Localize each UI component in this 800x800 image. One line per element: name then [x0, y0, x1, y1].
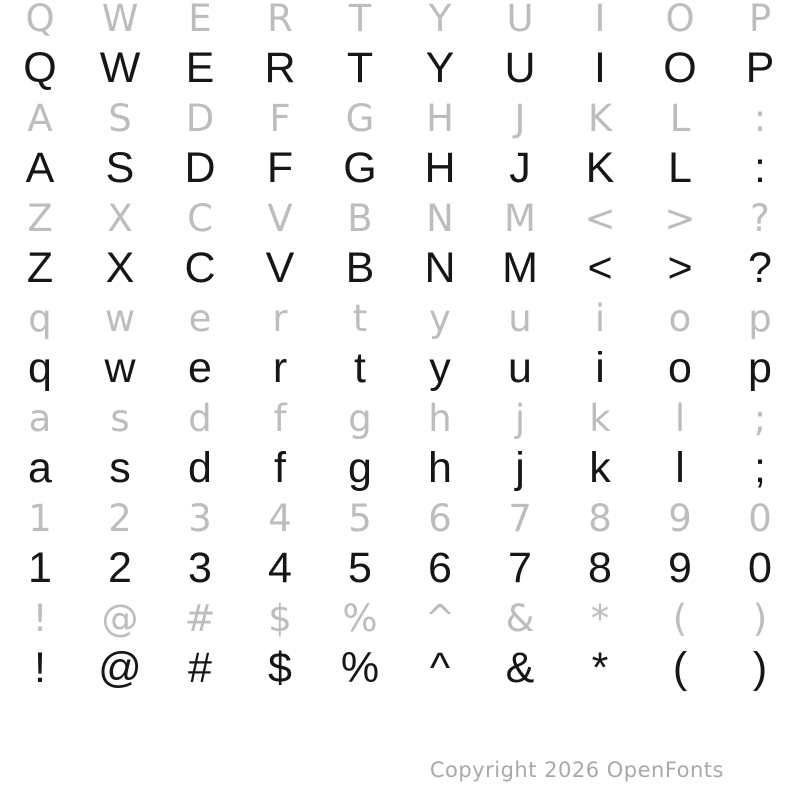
- glyph-cell: $: [268, 643, 292, 692]
- glyph-cell: V: [267, 196, 293, 240]
- glyph-cell: K: [585, 143, 615, 192]
- glyph-cell: p: [748, 296, 772, 340]
- glyph-cell: @: [98, 643, 142, 692]
- glyph-cell: j: [515, 443, 525, 492]
- glyph-cell: a: [28, 396, 52, 440]
- glyph-cell: 7: [508, 543, 532, 592]
- glyph-cell: ;: [753, 396, 767, 440]
- glyph-cell: <: [587, 243, 613, 292]
- glyph-cell: ): [752, 596, 768, 640]
- glyph-cell: 3: [188, 496, 212, 540]
- glyph-cell: *: [590, 596, 610, 640]
- glyph-cell: C: [184, 243, 216, 292]
- glyph-cell: V: [265, 243, 295, 292]
- glyph-cell: ): [752, 643, 768, 692]
- glyph-cell: (: [672, 643, 688, 692]
- glyph-cell: 0: [748, 496, 772, 540]
- glyph-cell: u: [508, 296, 532, 340]
- specimen-row-preview: [0, 543, 800, 593]
- glyph-cell: u: [508, 343, 532, 392]
- glyph-cell: A: [25, 143, 55, 192]
- glyph-cell: f: [273, 396, 287, 440]
- glyph-cell: M: [504, 196, 536, 240]
- glyph-cell: k: [589, 396, 611, 440]
- glyph-cell: 8: [588, 496, 612, 540]
- glyph-cell: q: [28, 343, 52, 392]
- glyph-cell: g: [348, 443, 372, 492]
- glyph-cell: X: [107, 196, 133, 240]
- glyph-cell: R: [267, 0, 293, 40]
- specimen-row-preview: [0, 343, 800, 393]
- glyph-cell: e: [188, 296, 212, 340]
- glyph-cell: #: [184, 596, 216, 640]
- glyph-cell: (: [672, 596, 688, 640]
- glyph-cell: ;: [754, 443, 766, 492]
- glyph-cell: B: [345, 243, 375, 292]
- glyph-cell: C: [187, 196, 213, 240]
- glyph-cell: N: [426, 196, 454, 240]
- specimen-row-reference: [0, 193, 800, 243]
- glyph-cell: g: [348, 396, 372, 440]
- glyph-cell: t: [352, 296, 368, 340]
- glyph-cell: A: [27, 96, 53, 140]
- glyph-cell: %: [340, 643, 380, 692]
- glyph-cell: S: [105, 143, 135, 192]
- glyph-cell: Y: [425, 43, 455, 92]
- glyph-cell: Q: [25, 0, 55, 40]
- specimen-row-reference: [0, 93, 800, 143]
- glyph-cell: D: [185, 96, 215, 140]
- glyph-cell: 8: [588, 543, 612, 592]
- glyph-cell: 5: [348, 496, 372, 540]
- glyph-cell: r: [272, 343, 288, 392]
- glyph-cell: 2: [108, 543, 132, 592]
- glyph-cell: !: [32, 596, 48, 640]
- glyph-cell: L: [669, 96, 691, 140]
- glyph-cell: <: [584, 196, 616, 240]
- glyph-cell: p: [748, 343, 772, 392]
- glyph-cell: k: [589, 443, 611, 492]
- glyph-cell: D: [184, 143, 216, 192]
- glyph-cell: ^: [424, 596, 456, 640]
- specimen-row-preview: [0, 643, 800, 693]
- glyph-cell: O: [663, 43, 697, 92]
- glyph-cell: w: [104, 296, 136, 340]
- glyph-cell: q: [28, 296, 52, 340]
- glyph-cell: e: [188, 343, 212, 392]
- glyph-cell: F: [266, 143, 294, 192]
- glyph-cell: T: [346, 43, 374, 92]
- glyph-cell: &: [505, 643, 535, 692]
- glyph-cell: ^: [429, 643, 451, 692]
- specimen-row-reference: [0, 493, 800, 543]
- glyph-cell: I: [594, 43, 606, 92]
- glyph-cell: y: [429, 296, 451, 340]
- specimen-row-preview: [0, 143, 800, 193]
- specimen-row-reference: [0, 0, 800, 43]
- glyph-cell: B: [347, 196, 373, 240]
- glyph-cell: 7: [508, 496, 532, 540]
- glyph-cell: 3: [188, 543, 212, 592]
- glyph-cell: 1: [28, 496, 52, 540]
- glyph-cell: :: [753, 96, 767, 140]
- glyph-cell: j: [514, 396, 526, 440]
- glyph-cell: F: [269, 96, 291, 140]
- glyph-cell: L: [668, 143, 692, 192]
- glyph-cell: i: [595, 343, 605, 392]
- glyph-cell: *: [591, 643, 609, 692]
- glyph-cell: r: [272, 296, 288, 340]
- glyph-cell: l: [675, 443, 685, 492]
- glyph-cell: s: [109, 443, 131, 492]
- glyph-cell: t: [354, 343, 366, 392]
- glyph-cell: W: [101, 0, 139, 40]
- glyph-cell: d: [188, 396, 212, 440]
- glyph-cell: 4: [268, 496, 292, 540]
- glyph-cell: R: [264, 43, 296, 92]
- glyph-cell: K: [587, 96, 613, 140]
- glyph-cell: w: [104, 343, 136, 392]
- glyph-cell: M: [502, 243, 538, 292]
- glyph-cell: S: [108, 96, 132, 140]
- glyph-cell: P: [745, 43, 775, 92]
- glyph-cell: Y: [428, 0, 452, 40]
- glyph-cell: N: [424, 243, 456, 292]
- glyph-cell: G: [345, 96, 375, 140]
- glyph-cell: 0: [748, 543, 772, 592]
- glyph-cell: P: [748, 0, 772, 40]
- glyph-cell: J: [514, 96, 526, 140]
- glyph-cell: f: [274, 443, 286, 492]
- glyph-cell: W: [99, 43, 141, 92]
- glyph-cell: U: [504, 43, 536, 92]
- glyph-cell: 9: [668, 543, 692, 592]
- glyph-cell: 6: [428, 496, 452, 540]
- glyph-cell: i: [594, 296, 606, 340]
- glyph-cell: y: [429, 343, 451, 392]
- glyph-cell: &: [505, 596, 535, 640]
- glyph-cell: ?: [748, 243, 772, 292]
- glyph-cell: >: [664, 196, 696, 240]
- glyph-cell: Z: [27, 196, 53, 240]
- glyph-cell: 2: [108, 496, 132, 540]
- glyph-cell: 5: [348, 543, 372, 592]
- glyph-cell: E: [188, 0, 212, 40]
- specimen-row-preview: [0, 443, 800, 493]
- glyph-cell: E: [185, 43, 215, 92]
- glyph-cell: 9: [668, 496, 692, 540]
- glyph-cell: J: [509, 143, 531, 192]
- glyph-cell: %: [342, 596, 378, 640]
- glyph-cell: H: [424, 143, 456, 192]
- copyright-text: Copyright 2026 OpenFonts: [429, 758, 724, 782]
- glyph-cell: >: [667, 243, 693, 292]
- glyph-cell: d: [188, 443, 212, 492]
- glyph-cell: :: [754, 143, 766, 192]
- glyph-cell: o: [668, 296, 692, 340]
- glyph-cell: T: [348, 0, 372, 40]
- glyph-cell: U: [506, 0, 534, 40]
- glyph-cell: h: [428, 396, 452, 440]
- glyph-cell: 4: [268, 543, 292, 592]
- specimen-row-reference: [0, 293, 800, 343]
- glyph-cell: 6: [428, 543, 452, 592]
- glyph-cell: h: [428, 443, 452, 492]
- glyph-cell: X: [105, 243, 135, 292]
- glyph-cell: o: [668, 343, 692, 392]
- specimen-row-preview: [0, 43, 800, 93]
- glyph-cell: ?: [750, 196, 770, 240]
- glyph-cell: @: [101, 596, 139, 640]
- glyph-cell: Q: [23, 43, 57, 92]
- glyph-cell: !: [34, 643, 46, 692]
- glyph-cell: I: [594, 0, 606, 40]
- glyph-cell: $: [268, 596, 292, 640]
- glyph-cell: 1: [28, 543, 52, 592]
- glyph-cell: l: [674, 396, 686, 440]
- specimen-row-reference: [0, 593, 800, 643]
- glyph-cell: H: [426, 96, 454, 140]
- glyph-cell: #: [188, 643, 212, 692]
- specimen-row-preview: [0, 243, 800, 293]
- glyph-cell: Z: [26, 243, 54, 292]
- specimen-row-reference: [0, 393, 800, 443]
- glyph-cell: O: [665, 0, 695, 40]
- glyph-cell: s: [110, 396, 130, 440]
- glyph-cell: G: [343, 143, 377, 192]
- glyph-cell: a: [28, 443, 52, 492]
